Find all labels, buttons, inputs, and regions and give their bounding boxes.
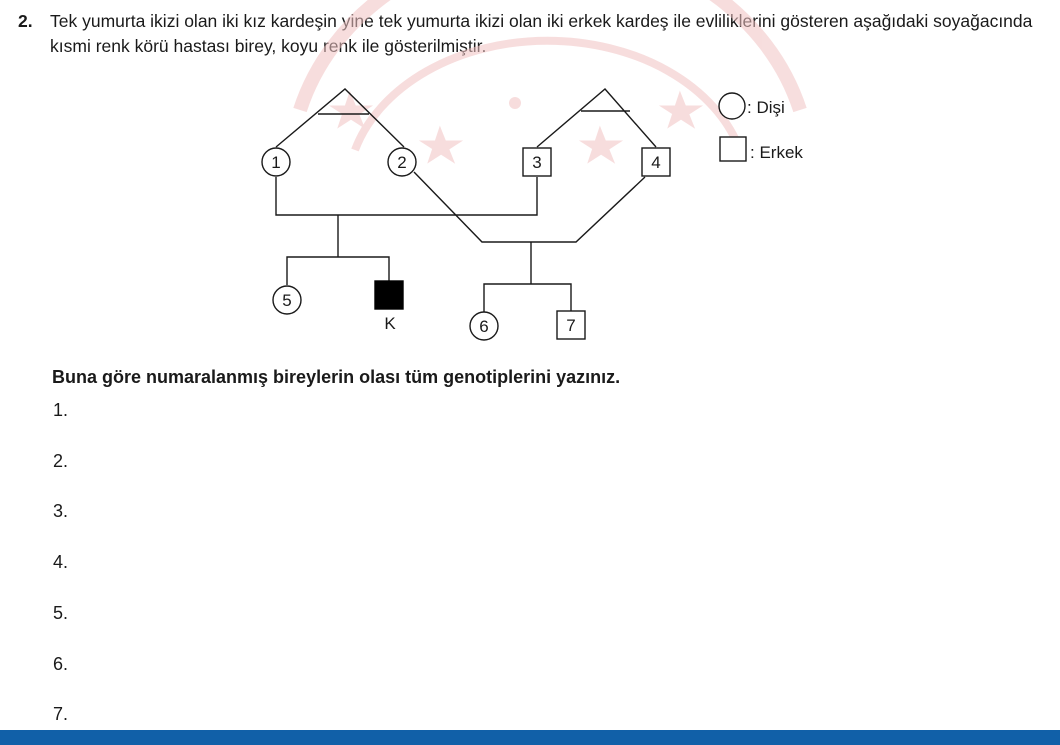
individual-4 bbox=[642, 148, 670, 176]
sibship-line-left bbox=[287, 215, 389, 285]
individual-1 bbox=[262, 148, 290, 176]
footer-bar bbox=[0, 730, 1060, 745]
individual-label: 2 bbox=[397, 153, 407, 172]
individual-label: K bbox=[384, 314, 396, 333]
answer-label-2: 2. bbox=[53, 451, 69, 471]
individual-label: 4 bbox=[651, 153, 661, 172]
individual-label: 7 bbox=[566, 316, 576, 335]
individual-2 bbox=[388, 148, 416, 176]
individual-k-affected bbox=[375, 281, 403, 333]
question-text: Tek yumurta ikizi olan iki kız kardeşin yine tek yumurta ikizi olan iki erkek kardeş ile evliliklerini gösteren aşağıdaki soyağacında kısmi renk körü hastası birey, koyu renk ile gösterilmiştir. bbox=[50, 11, 1033, 56]
individual-label: 5 bbox=[282, 291, 292, 310]
sibship-line-right bbox=[484, 242, 571, 312]
individual-label: 6 bbox=[479, 317, 489, 336]
answer-label-4: 4. bbox=[53, 552, 69, 572]
individual-6 bbox=[470, 312, 498, 340]
marriage-line-1-3 bbox=[276, 177, 537, 215]
answer-label-7: 7. bbox=[53, 704, 69, 724]
answer-label-5: 5. bbox=[53, 603, 69, 623]
answer-label-3: 3. bbox=[53, 501, 69, 521]
individual-3 bbox=[523, 148, 551, 176]
question-number: 2. bbox=[18, 11, 33, 31]
individual-label: 1 bbox=[271, 153, 281, 172]
affected-male-symbol bbox=[375, 281, 403, 309]
individual-7 bbox=[557, 311, 585, 339]
legend-male-label: : Erkek bbox=[750, 143, 803, 162]
marriage-line-2-4 bbox=[414, 172, 645, 242]
answer-label-6: 6. bbox=[53, 654, 69, 674]
instruction-text: Buna göre numaralanmış bireylerin olası tüm genotiplerini yazınız. bbox=[52, 367, 621, 387]
individual-label: 3 bbox=[532, 153, 542, 172]
legend-female-symbol bbox=[719, 93, 745, 119]
twin-connector-left bbox=[276, 89, 404, 147]
legend-female-label: : Dişi bbox=[747, 98, 785, 117]
answer-label-1: 1. bbox=[53, 400, 69, 420]
individual-5 bbox=[273, 286, 301, 314]
legend-male-symbol bbox=[720, 137, 746, 161]
